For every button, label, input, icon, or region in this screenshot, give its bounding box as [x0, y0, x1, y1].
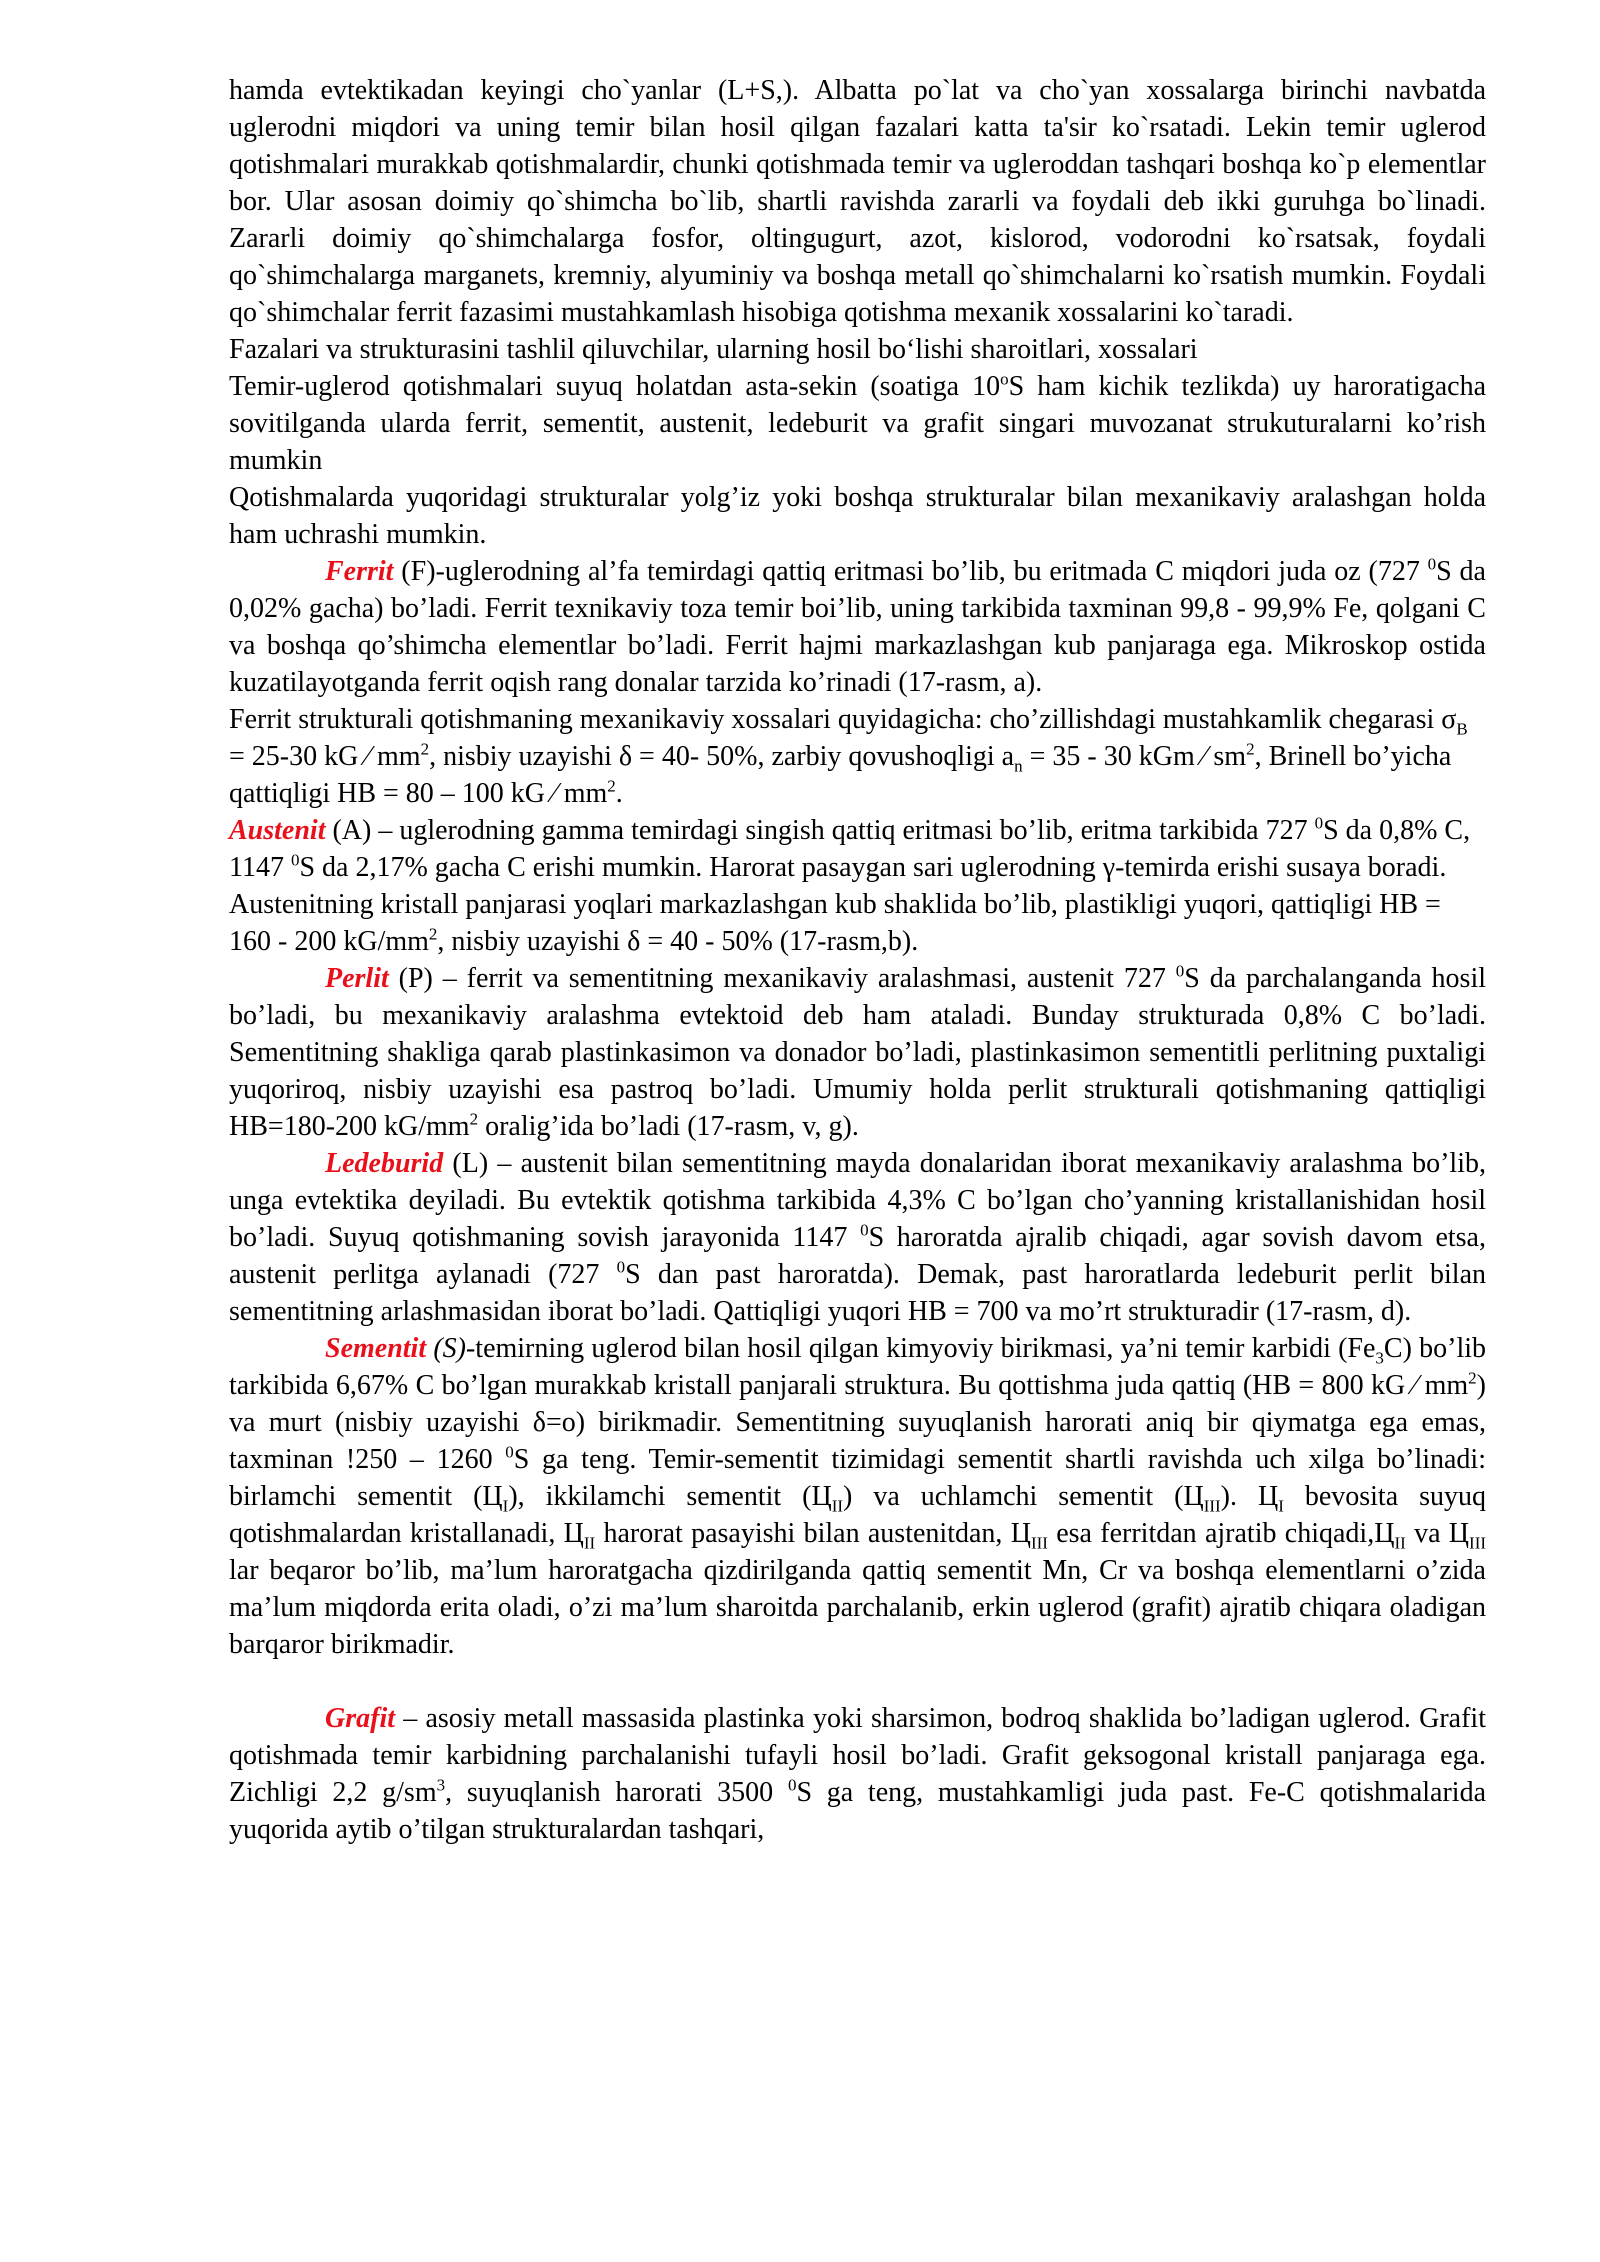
superscript: 0: [1314, 813, 1324, 833]
superscript: o: [1000, 369, 1009, 389]
paragraph-spacer: [229, 1663, 1486, 1700]
subscript: n: [1014, 756, 1023, 776]
text-run: esa ferritdan ajratib chiqadi,Ц: [1047, 1518, 1395, 1549]
subscript: I: [1278, 1496, 1284, 1516]
superscript: 0: [1175, 961, 1185, 981]
superscript: 2: [1468, 1368, 1477, 1388]
text-run: ), ikkilamchi sementit (Ц: [508, 1481, 832, 1512]
text-run: S haroratda ajralib chiqadi, agar sovish davom etsa, austenit perlitga aylanadi (727: [229, 1222, 1486, 1290]
subscript: III: [1203, 1496, 1221, 1516]
text-run: , nisbiy uzayishi δ = 40 - 50% (17-rasm,b).: [437, 926, 919, 957]
text-run: , Brinell bo’yicha qattiqligi HB = 80 – 100 kG ⁄ mm: [229, 741, 1452, 809]
superscript: 2: [607, 776, 616, 796]
text-run: S dan past haroratda). Demak, past haroratlarda ledeburit perlit bilan sementitning arlashmasidan iborat bo’ladi. Qattiqligi yuqori HB = 700 va mo’rt strukturadir (17-rasm, d).: [229, 1259, 1486, 1327]
paragraph-ferrit-properties: [229, 701, 1486, 812]
superscript: 0: [787, 1775, 797, 1795]
text-run: , suyuqlanish harorati 3500: [445, 1777, 788, 1808]
paragraph-structure-mixtures: Qotishmalarda yuqoridagi strukturalar yolg’iz yoki boshqa strukturalar bilan mexanikaviy aralashgan holda ham uchrashi mumkin.: [229, 482, 1486, 550]
subscript: II: [831, 1496, 844, 1516]
text-run-italic: (S): [426, 1333, 466, 1364]
subscript: 3: [1375, 1348, 1384, 1368]
subscript: II: [583, 1533, 596, 1553]
text-run: (L) – austenit bilan sementitning mayda donalaridan iborat mexanikaviy aralashma bo’lib, unga evtektika deyiladi. Bu evtektik qotishma tarkibida 4,3% C bo’lgan cho’yanning kristallanishidan hosil bo’ladi. Suyuq qotishmaning sovish jarayonida 1147: [229, 1148, 1486, 1253]
superscript: 0: [616, 1257, 626, 1277]
paragraph-perlit: [229, 960, 1486, 1145]
text-run: oralig’ida bo’ladi (17-rasm, v, g).: [478, 1111, 859, 1142]
text-run: bevosita suyuq qotishmalardan kristallanadi, Ц: [229, 1481, 1486, 1549]
term-ferrit: Ferrit: [325, 556, 394, 587]
subscript: B: [1456, 719, 1468, 739]
subscript: I: [502, 1496, 509, 1516]
text-run: S ga teng, mustahkamligi juda past. Fe-C qotishmalarida yuqorida aytib o’tilgan strukturalardan tashqari,: [229, 1777, 1486, 1845]
superscript: 2: [1246, 739, 1255, 759]
paragraph-alloys-impurities: hamda evtektikadan keyingi cho`yanlar (L+S,). Albatta po`lat va cho`yan xossalarga birinchi navbatda uglerodni miqdori va uning temir bilan hosil qilgan fazalari katta ta'sir ko`rsatadi. Lekin temir uglerod qotishmalari murakkab qotishmalardir, chunki qotishmada temir va ugleroddan tashqari boshqa ko`p elementlar bor. Ular asosan doimiy qo`shimcha bo`lib, shartli ravishda zararli va foydali deb ikki guruhga bo`linadi. Zararli doimiy qo`shimchalarga fosfor, oltingugurt, azot, kislorod, vodorodni ko`rsatsak, foydali qo`shimchalarga marganets, kremniy, alyuminiy va boshqa metall qo`shimchalarni ko`rsatish mumkin. Foydali qo`shimchalar ferrit fazasimi mustahkamlash hisobiga qotishma mexanik xossalarini ko`taradi.: [229, 75, 1486, 328]
section-heading-phases: Fazalari va strukturasini tashlil qiluvchilar, ularning hosil bo‘lishi sharoitlari, xossalari: [229, 334, 1198, 365]
term-perlit: Perlit: [325, 963, 389, 994]
superscript: 0: [1427, 554, 1437, 574]
text-run: S da 0,02% gacha) bo’ladi. Ferrit texnikaviy toza temir boi’lib, uning tarkibida taxminan 99,8 - 99,9% Fe, qolgani C va boshqa qo’shimcha elementlar bo’ladi. Ferrit hajmi markazlashgan kub panjaraga ega. Mikroskop ostida kuzatilayotganda ferrit oqish rang donalar tarzida ko’rinadi (17-rasm, a).: [229, 556, 1486, 698]
text-run: ) va murt (nisbiy uzayishi δ=o) birikmadir. Sementitning suyuqlanish harorati aniq bir qiymatga ega emas, taxminan !250 – 1260: [229, 1370, 1486, 1475]
subscript: III: [1030, 1533, 1048, 1553]
paragraph-equilibrium-structures: [229, 368, 1486, 479]
paragraph-grafit: [229, 1700, 1486, 1848]
term-austenit: Austenit: [229, 815, 326, 846]
text-run: harorat pasayishi bilan austenitdan, Ц: [595, 1518, 1031, 1549]
text-run: S da 0,8% C, 1147: [229, 815, 1471, 883]
text-run: C) bo’lib tarkibida 6,67% C bo’lgan murakkab kristall panjarali struktura. Bu qottishma juda qattiq (HB = 800 kG ⁄ mm: [229, 1333, 1486, 1401]
text-run: (P) – ferrit va sementitning mexanikaviy aralashmasi, austenit 727: [388, 963, 1176, 994]
text-run: (A) – uglerodning gamma temirdagi singish qattiq eritmasi bo’lib, eritma tarkibida 727: [325, 815, 1315, 846]
paragraph-ferrit: [229, 553, 1486, 701]
paragraph-ledeburid: [229, 1145, 1486, 1330]
superscript: 2: [469, 1109, 479, 1129]
superscript: 2: [428, 924, 438, 944]
term-ledeburid: Ledeburid: [325, 1148, 444, 1179]
text-run: – asosiy metall massasida plastinka yoki sharsimon, bodroq shaklida bo’ladigan uglerod. Grafit qotishmada temir karbidning parchalanishi tufayli hosil bo’ladi. Grafit geksogonal kristall panjaraga ega. Zichligi 2,2 g/sm: [229, 1703, 1486, 1808]
text-run: .: [615, 778, 623, 809]
term-grafit: Grafit: [325, 1703, 395, 1734]
text-run: lar beqaror bo’lib, ma’lum haroratgacha qizdirilganda qattiq sementit Mn, Cr va boshqa elementlarni o’zida ma’lum miqdorda erita oladi, o’zi ma’lum sharoitda parchalanib, erkin uglerod (grafit) ajratib chiqara oladigan barqaror birikmadir.: [229, 1555, 1486, 1660]
text-run: ). Ц: [1220, 1481, 1279, 1512]
subscript: II: [1394, 1533, 1406, 1553]
subscript: III: [1469, 1533, 1487, 1553]
text-run: , nisbiy uzayishi δ = 40- 50%, zarbiy qovushoqligi a: [429, 741, 1015, 772]
text-run: (F)-uglerodning al’fa temirdagi qattiq eritmasi bo’lib, bu eritmada C miqdori juda oz (727: [393, 556, 1428, 587]
text-run: va Ц: [1405, 1518, 1470, 1549]
paragraph-austenit: [229, 812, 1486, 960]
paragraph-sementit: [229, 1330, 1486, 1663]
text-run: = 35 - 30 kGm ⁄ sm: [1022, 741, 1247, 772]
text-run: S ga teng. Temir-sementit tizimidagi sementit shartli ravishda uch xilga bo’linadi: birlamchi sementit (Ц: [229, 1444, 1486, 1512]
superscript: 2: [420, 739, 430, 759]
text-run: ) va uchlamchi sementit (Ц: [843, 1481, 1204, 1512]
text-run: S da 2,17% gacha C erishi mumkin. Harorat pasaygan sari uglerodning γ-temirda erishi susaya boradi. Austenitning kristall panjarasi yoqlari markazlashgan kub shaklida bo’lib, plastikligi yuqori, qattiqligi HB = 160 - 200 kG/mm: [229, 852, 1447, 957]
text-run: = 25-30 kG ⁄ mm: [229, 741, 421, 772]
superscript: 0: [505, 1442, 514, 1462]
superscript: 3: [436, 1775, 446, 1795]
superscript: 0: [290, 850, 300, 870]
text-run: S ham kichik tezlikda) uy haroratigacha sovitilganda ularda ferrit, sementit, austenit, ledeburit va grafit singari muvozanat strukuturalarni ko’rish mumkin: [229, 371, 1486, 476]
text-run: -temirning uglerod bilan hosil qilgan kimyoviy birikmasi, ya’ni temir karbidi (Fe: [465, 1333, 1376, 1364]
text-run: S da parchalanganda hosil bo’ladi, bu mexanikaviy aralashma evtektoid deb ham ataladi. Bunday strukturada 0,8% C bo’ladi. Sementitning shakliga qarab plastinkasimon va donador bo’ladi, plastinkasimon sementitli perlitning puxtaligi yuqoriroq, nisbiy uzayishi esa pastroq bo’ladi. Umumiy holda perlit strukturali qotishmaning qattiqligi HB=180-200 kG/mm: [229, 963, 1487, 1142]
text-run: Temir-uglerod qotishmalari suyuq holatdan asta-sekin (soatiga 10: [229, 371, 1001, 402]
document-page: [229, 72, 1486, 1848]
superscript: 0: [860, 1220, 869, 1240]
text-run: Ferrit strukturali qotishmaning mexanikaviy xossalari quyidagicha: cho’zillishdagi mustahkamlik chegarasi σ: [229, 704, 1457, 735]
term-sementit: Sementit: [325, 1333, 427, 1364]
